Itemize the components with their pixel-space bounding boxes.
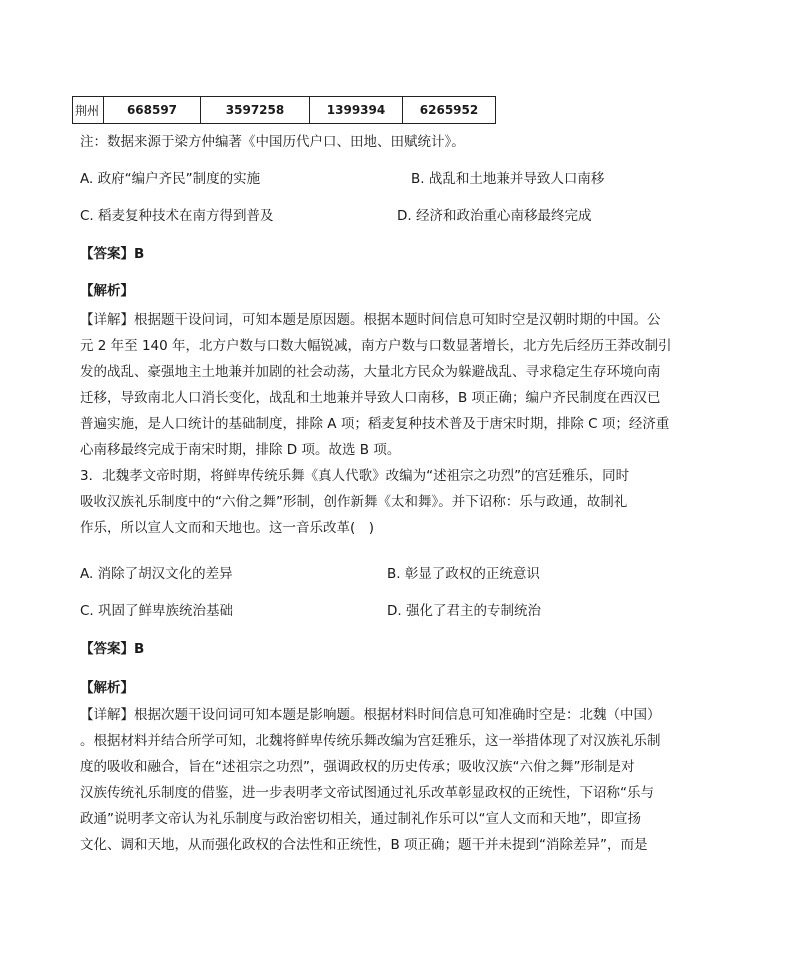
q2-analysis-line: 发的战乱、豪强地主土地兼并加剧的社会动荡，大量北方民众为躲避战乱、寻求稳定生存环境向南 bbox=[80, 364, 661, 380]
q2-option-a: A. 政府“编户齐民”制度的实施 bbox=[80, 171, 261, 187]
q2-analysis-line: 普遍实施，是人口统计的基础制度，排除 A 项；稻麦复种技术普及于唐宋时期，排除 C 项；经济重 bbox=[80, 416, 670, 432]
q2-analysis-label: 【解析】 bbox=[80, 283, 134, 299]
q2-analysis-line: 【详解】根据题干设问词，可知本题是原因题。根据本题时间信息可知时空是汉朝时期的中国。公 bbox=[80, 312, 661, 328]
table-note: 注：数据来源于梁方仲编著《中国历代户口、田地、田赋统计》。 bbox=[80, 134, 465, 150]
q3-option-d: D. 强化了君主的专制统治 bbox=[387, 603, 541, 619]
q3-analysis-line: 文化、调和天地，从而强化政权的合法性和正统性，B 项正确；题干并未提到“消除差异”，而是 bbox=[80, 837, 648, 853]
table-cell-region: 荆州 bbox=[73, 97, 104, 124]
q3-analysis-line: 度的吸收和融合，旨在“述祖宗之功烈”，强调政权的历史传承；吸收汉族“六佾之舞”形制是对 bbox=[80, 759, 635, 775]
q3-stem bbox=[80, 463, 695, 541]
table-cell: 1399394 bbox=[310, 97, 403, 124]
q3-stem-line: 作乐，所以宣人文而和天地也。这一音乐改革( ) bbox=[80, 520, 375, 536]
q3-option-c: C. 巩固了鲜卑族统治基础 bbox=[80, 603, 234, 619]
q3-analysis bbox=[80, 702, 695, 858]
q3-analysis-line: 政通”说明孝文帝认为礼乐制度与政治密切相关，通过制礼作乐可以“宣人文而和天地”，即宣扬 bbox=[80, 811, 641, 827]
table-cell: 6265952 bbox=[403, 97, 496, 124]
q2-analysis-line: 迁移，导致南北人口消长变化，战乱和土地兼并导致人口南移，B 项正确；编户齐民制度在西汉已 bbox=[80, 390, 661, 406]
q2-analysis-line: 心南移最终完成于南宋时期，排除 D 项。故选 B 项。 bbox=[80, 442, 401, 458]
table-cell: 3597258 bbox=[201, 97, 310, 124]
q3-analysis-line: 汉族传统礼乐制度的借鉴，进一步表明孝文帝试图通过礼乐改革彰显政权的正统性，下诏称“乐与 bbox=[80, 785, 654, 801]
q2-option-c: C. 稻麦复种技术在南方得到普及 bbox=[80, 208, 274, 224]
q3-stem-line: 3．北魏孝文帝时期，将鲜卑传统乐舞《真人代歌》改编为“述祖宗之功烈”的宫廷雅乐，同时 bbox=[80, 468, 630, 484]
q3-analysis-line: 。根据材料并结合所学可知，北魏将鲜卑传统乐舞改编为宫廷雅乐，这一举措体现了对汉族礼乐制 bbox=[80, 733, 661, 749]
q2-option-d: D. 经济和政治重心南移最终完成 bbox=[397, 208, 592, 224]
table-row bbox=[73, 97, 496, 124]
q2-answer: 【答案】B bbox=[80, 246, 145, 262]
q3-option-a: A. 消除了胡汉文化的差异 bbox=[80, 566, 233, 582]
population-table bbox=[72, 96, 496, 124]
table-cell: 668597 bbox=[104, 97, 201, 124]
q3-option-b: B. 彰显了政权的正统意识 bbox=[387, 566, 540, 582]
q2-analysis bbox=[80, 307, 695, 463]
q3-stem-line: 吸收汉族礼乐制度中的“六佾之舞”形制，创作新舞《太和舞》。并下诏称：乐与政通，故制礼 bbox=[80, 494, 628, 510]
q3-answer: 【答案】B bbox=[80, 641, 145, 657]
q2-analysis-line: 元 2 年至 140 年，北方户数与口数大幅锐减，南方户数与口数显著增长，北方先后经历王莽改制引 bbox=[80, 338, 672, 354]
q3-analysis-line: 【详解】根据次题干设问词可知本题是影响题。根据材料时间信息可知准确时空是：北魏（中国） bbox=[80, 707, 661, 723]
q2-option-b: B. 战乱和土地兼并导致人口南移 bbox=[411, 171, 605, 187]
q3-analysis-label: 【解析】 bbox=[80, 680, 134, 696]
